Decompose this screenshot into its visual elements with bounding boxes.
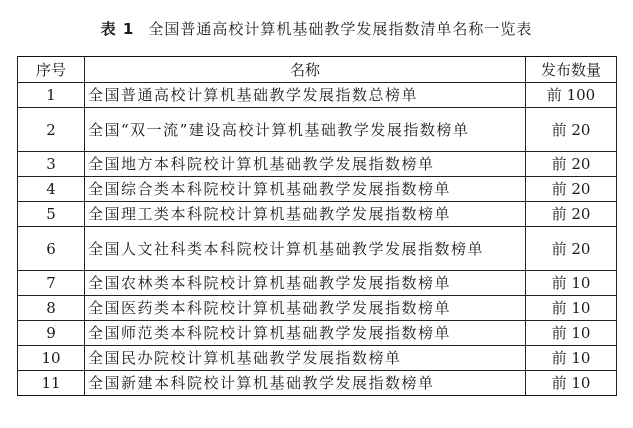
row-index: 9 <box>18 321 85 346</box>
row-count: 前 20 <box>526 202 617 227</box>
row-count: 前 20 <box>526 177 617 202</box>
table-row <box>18 321 617 346</box>
row-index: 10 <box>18 346 85 371</box>
table-row <box>18 271 617 296</box>
row-name: 全国综合类本科院校计算机基础教学发展指数榜单 <box>85 177 526 202</box>
row-name: 全国民办院校计算机基础教学发展指数榜单 <box>85 346 526 371</box>
row-index: 5 <box>18 202 85 227</box>
index-list-table <box>17 56 617 396</box>
row-index: 11 <box>18 371 85 396</box>
row-name: 全国医药类本科院校计算机基础教学发展指数榜单 <box>85 296 526 321</box>
row-name: 全国师范类本科院校计算机基础教学发展指数榜单 <box>85 321 526 346</box>
header-count: 发布数量 <box>526 57 617 83</box>
table-header <box>18 57 617 83</box>
row-index: 8 <box>18 296 85 321</box>
row-count: 前 20 <box>526 108 617 152</box>
row-name: 全国地方本科院校计算机基础教学发展指数榜单 <box>85 152 526 177</box>
row-index: 1 <box>18 83 85 108</box>
table-row <box>18 83 617 108</box>
row-count: 前 10 <box>526 371 617 396</box>
row-count: 前 20 <box>526 227 617 271</box>
table-row <box>18 108 617 152</box>
table-label: 表 1 <box>100 20 135 38</box>
table-row <box>18 296 617 321</box>
table-body <box>18 83 617 396</box>
row-index: 2 <box>18 108 85 152</box>
table-caption <box>0 18 633 39</box>
table-row <box>18 152 617 177</box>
table-row <box>18 371 617 396</box>
table-title: 全国普通高校计算机基础教学发展指数清单名称一览表 <box>148 20 533 38</box>
row-count: 前 10 <box>526 346 617 371</box>
header-index: 序号 <box>18 57 85 83</box>
row-index: 6 <box>18 227 85 271</box>
table-row <box>18 202 617 227</box>
row-index: 4 <box>18 177 85 202</box>
header-row <box>18 57 617 83</box>
row-name: 全国农林类本科院校计算机基础教学发展指数榜单 <box>85 271 526 296</box>
row-name: 全国人文社科类本科院校计算机基础教学发展指数榜单 <box>85 227 526 271</box>
row-count: 前 20 <box>526 152 617 177</box>
table-row <box>18 346 617 371</box>
row-name: 全国理工类本科院校计算机基础教学发展指数榜单 <box>85 202 526 227</box>
row-index: 7 <box>18 271 85 296</box>
row-count: 前 100 <box>526 83 617 108</box>
row-name: 全国普通高校计算机基础教学发展指数总榜单 <box>85 83 526 108</box>
row-name: 全国新建本科院校计算机基础教学发展指数榜单 <box>85 371 526 396</box>
row-index: 3 <box>18 152 85 177</box>
row-count: 前 10 <box>526 271 617 296</box>
row-count: 前 10 <box>526 321 617 346</box>
row-name: 全国“双一流”建设高校计算机基础教学发展指数榜单 <box>85 108 526 152</box>
table-row <box>18 177 617 202</box>
header-name: 名称 <box>85 57 526 83</box>
row-count: 前 10 <box>526 296 617 321</box>
table-row <box>18 227 617 271</box>
